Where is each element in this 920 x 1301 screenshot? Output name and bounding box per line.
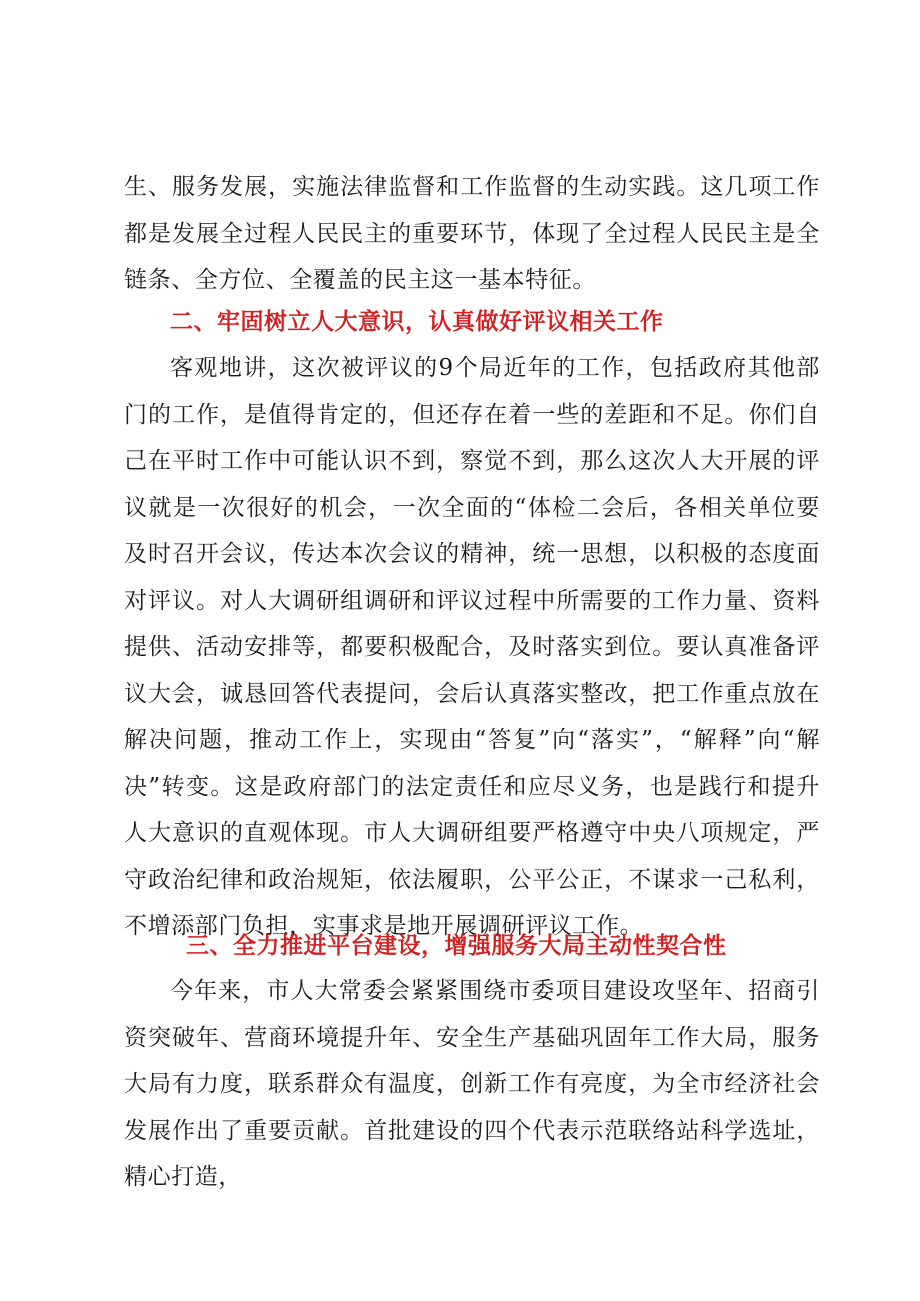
section-heading-2: 二、牢固树立人大意识，认真做好评议相关工作 bbox=[170, 309, 664, 335]
section-heading-3: 三、全力推进平台建设，增强服务大局主动性契合性 bbox=[186, 933, 727, 959]
paragraph-section-3: 今年来，市人大常委会紧紧围绕市委项目建设攻坚年、招商引资突破年、营商环境提升年、安全生产基础巩固年工作大局，服务大局有力度，联系群众有温度，创新工作有亮度，为全市经济社会发展作出了重要贡献。首批建设的四个代表示范联络站科学选址，精心打造， bbox=[124, 978, 820, 1190]
paragraph-section-2: 客观地讲，这次被评议的9个局近年的工作，包括政府其他部门的工作，是值得肯定的，但还存在着一些的差距和不足。你们自己在平时工作中可能认识不到，察觉不到，那么这次人大开展的评议就是一次很好的机会，一次全面的“体检二会后，各相关单位要及时召开会议，传达本次会议的精神，统一思想，以积极的态度面对评议。对人大调研组调研和评议过程中所需要的工作力量、资料提供、活动安排等，都要积极配合，及时落实到位。要认真准备评议大会，诚恳回答代表提问，会后认真落实整改，把工作重点放在解决问题，推动工作上，实现由“答复”向“落实”，“解释”向“解决”转变。这是政府部门的法定责任和应尽义务，也是践行和提升人大意识的直观体现。市人大调研组要严格遵守中央八项规定，严守政治纪律和政治规矩，依法履职，公平公正，不谋求一己私利，不增添部门负担，实事求是地开展调研评议工作。 bbox=[124, 355, 820, 939]
paragraph-continuation: 生、服务发展，实施法律监督和工作监督的生动实践。这几项工作都是发展全过程人民民主的重要环节，体现了全过程人民民主是全链条、全方位、全覆盖的民主这一基本特征。 bbox=[124, 174, 820, 293]
